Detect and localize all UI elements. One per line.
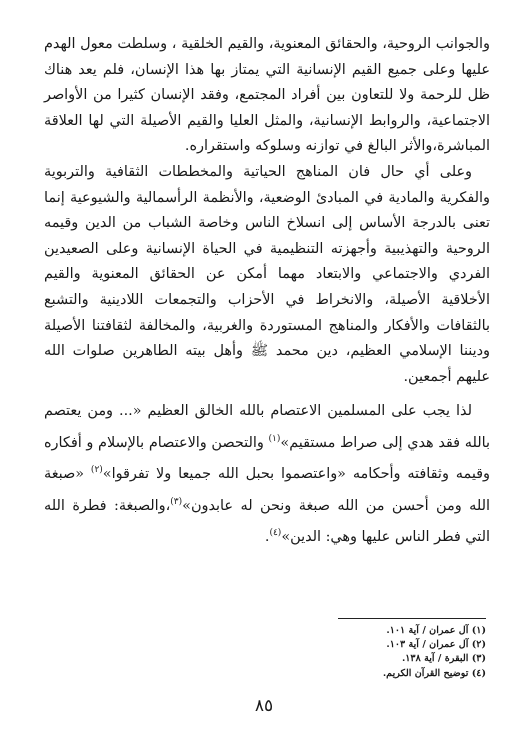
footnote-2: (٢) آل عمران / آية ١٠٣. bbox=[386, 639, 486, 651]
paragraph-3 bbox=[44, 396, 490, 554]
footnote-1: (١) آل عمران / آية ١٠١. bbox=[386, 625, 486, 636]
paragraph-3-part-c: «صبغة الله ومن أحسن من الله صبغة ونحن له عابدون» bbox=[44, 466, 490, 514]
paragraph-3-part-e: . bbox=[264, 529, 270, 546]
paragraph-3-part-d: ،والصبغة: فطرة الله التي فطر الناس عليها وهي: الدين» bbox=[44, 497, 490, 546]
body-text bbox=[44, 32, 490, 554]
paragraph-3-part-a: لذا يجب على المسلمين الاعتصام بالله الخالق العظيم «... ومن يعتصم بالله فقد هدي إلى صراط مستقيم» bbox=[44, 403, 490, 451]
paragraph-1: والجوانب الروحية، والحقائق المعنوية، والقيم الخلقية ، وسلطت معول الهدم عليها وعلى جميع القيم الإنسانية التي يمتاز بها هذا الإنسان، فلم يعد هناك ظل للرحمة ولا للتعاون بين أفراد المجتمع، وفقد الإنسان كثيرا من الأواصر الاجتماعية، والروابط الإنسانية، والمثل العليا والقيم الأصيلة التي لها العلاقة المباشرة،والأثر البالغ في توازنه وسلوكه واستقراره. bbox=[44, 36, 490, 155]
footnote-ref-2: (٢) bbox=[90, 465, 103, 476]
paragraph-2: وعلى أي حال فان المناهج الحياتية والمخططات الثقافية والتربوية والفكرية والمادية في المبادئ الوضعية، والأنظمة الرأسمالية والشيوعية إنما تعنى بالدرجة الأساس إلى انسلاخ الناس وخاصة الشباب من الدين وقيمه الروحية والتهذيبية وأجهزته التنظيمية في الحياة الإنسانية وعلى الصعيدين الفردي والاجتماعي والابتعاد مهما أمكن عن الحقائق المعنوية والقيم الأخلاقية الأصيلة، والانخراط في الأحزاب والتجمعات اللادينية والتشبع بالثقافات والأفكار والمناهج المستوردة والغربية، والمخالفة لثقافتنا الأصيلة وديننا الإسلامي العظيم، دين محمد ﷺ وأهل بيته الطاهرين صلوات الله عليهم أجمعين. bbox=[44, 163, 490, 385]
page-number: ٨٥ bbox=[254, 696, 274, 716]
footnote-ref-1: (١) bbox=[268, 434, 281, 445]
footnote-ref-3: (٣) bbox=[170, 497, 183, 508]
footnote-divider bbox=[338, 618, 486, 619]
footnote-ref-4: (٤) bbox=[269, 528, 282, 539]
footnotes bbox=[186, 624, 486, 681]
paragraph-3-part-b: والتحصن والاعتصام بالإسلام و أفكاره وقيمه وثقافته وأحكامه «واعتصموا بحبل الله جميعا ولا تفرقوا» bbox=[44, 434, 490, 483]
footnote-3: (٣) البقرة / آية ١٣٨. bbox=[401, 653, 486, 665]
footnote-4: (٤) توضيح القرآن الكريم. bbox=[382, 667, 486, 679]
